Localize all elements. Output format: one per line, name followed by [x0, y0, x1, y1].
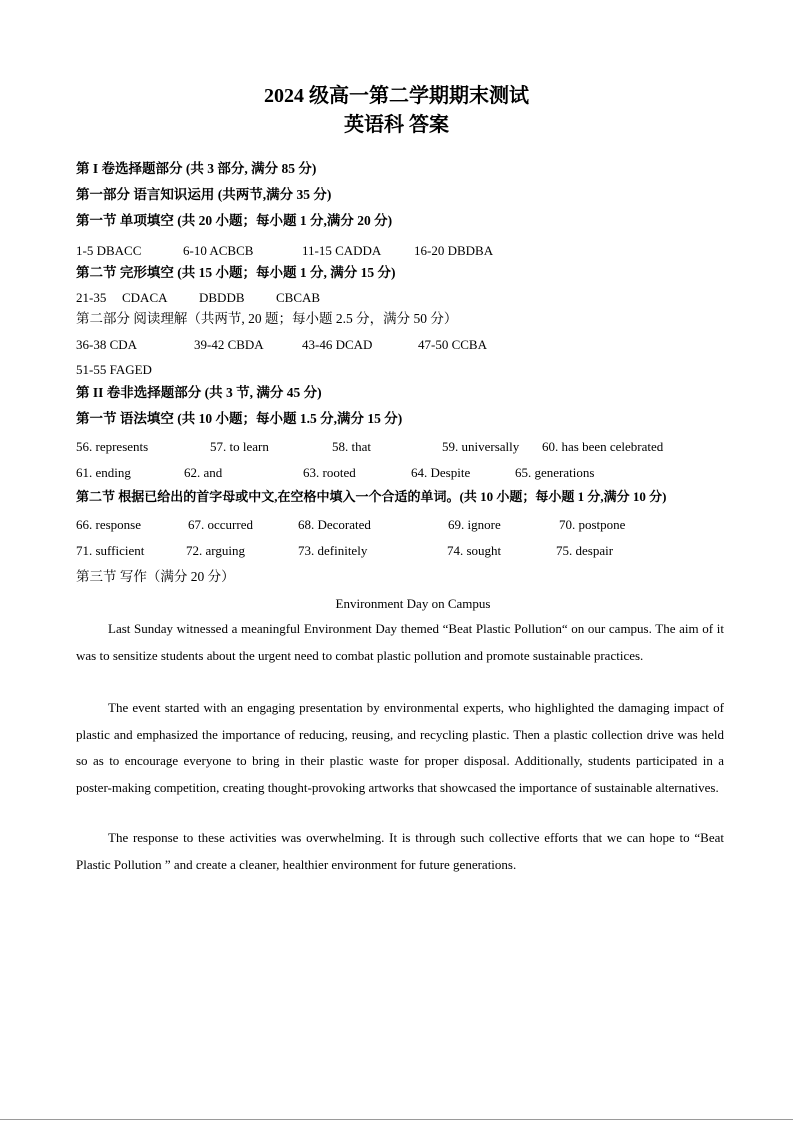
grammar-answer: 60. has been celebrated [542, 439, 664, 454]
grammar-answer: 61. ending [76, 465, 131, 480]
vocab-header: 第二节 根据已给出的首字母或中文,在空格中填入一个合适的单词。(共 10 小题；每小题 1 分,满分 10 分) [76, 489, 667, 504]
answer-group: 43-46 DCAD [302, 337, 373, 352]
answer-group: 51-55 FAGED [76, 362, 152, 377]
answer-group: 6-10 ACBCB [183, 243, 254, 258]
page-subtitle: 英语科 答案 [344, 114, 449, 136]
vocab-answer: 68. Decorated [298, 517, 371, 532]
grammar-answer: 63. rooted [303, 465, 356, 480]
section2-header: 第二节 完形填空 (共 15 小题；每小题 1 分, 满分 15 分) [76, 265, 396, 280]
answer-group: 36-38 CDA [76, 337, 138, 352]
grammar-answer: 56. represents [76, 439, 149, 454]
answer-group: 11-15 CADDA [302, 243, 382, 258]
vocab-answer: 71. sufficient [76, 543, 145, 558]
vocab-answer: 73. definitely [298, 543, 368, 558]
writing-header: 第三节 写作（满分 20 分） [76, 569, 235, 584]
answer-group: 47-50 CCBA [418, 337, 487, 352]
vocab-answer: 66. response [76, 517, 141, 532]
vocab-answer: 69. ignore [448, 517, 501, 532]
section1-header: 第一节 单项填空 (共 20 小题；每小题 1 分,满分 20 分) [76, 213, 393, 228]
answer-group: 1-5 DBACC [76, 243, 142, 258]
part1-header: 第 I 卷选择题部分 (共 3 部分, 满分 85 分) [76, 161, 317, 176]
page-title: 2024 级高一第二学期期末测试 [264, 85, 529, 107]
answer-group: 16-20 DBDBA [414, 243, 494, 258]
grammar-answer: 57. to learn [210, 439, 269, 454]
grammar-answer: 65. generations [515, 465, 595, 480]
essay-paragraph: The response to these activities was overwhelming. It is through such collective efforts that we can hope to “Beat Plastic Pollution ” and create a cleaner, healthier environment for future generations. [76, 830, 724, 872]
grammar-answer: 62. and [184, 465, 223, 480]
grammar-header: 第一节 语法填空 (共 10 小题；每小题 1.5 分,满分 15 分) [76, 411, 403, 426]
answer-group: CBCAB [276, 290, 321, 305]
vocab-answer: 74. sought [447, 543, 502, 558]
part3-header: 第 II 卷非选择题部分 (共 3 节, 满分 45 分) [76, 385, 322, 400]
essay-title: Environment Day on Campus [335, 596, 491, 611]
part1-subheader: 第一部分 语言知识运用 (共两节,满分 35 分) [76, 187, 332, 202]
vocab-answer: 72. arguing [186, 543, 245, 558]
vocab-answer: 75. despair [556, 543, 614, 558]
vocab-answer: 67. occurred [188, 517, 253, 532]
vocab-answer: 70. postpone [559, 517, 626, 532]
grammar-answer: 58. that [332, 439, 371, 454]
answer-group: CDACA [122, 290, 168, 305]
answer-group: DBDDB [199, 290, 245, 305]
part2-header: 第二部分 阅读理解（共两节, 20 题；每小题 2.5 分，满分 50 分） [76, 311, 458, 326]
grammar-answer: 64. Despite [411, 465, 471, 480]
page-bottom-rule [0, 1119, 793, 1120]
answer-group: 21-35 [76, 290, 107, 305]
essay-paragraph: The event started with an engaging presentation by environmental experts, who highlighted the damaging impact of plastic and emphasized the importance of reducing, reusing, and recycling plastic. Then a plastic collection drive was held so as to encourage everyone to bring in their plastic waste for proper disposal. Additionally, students participated in a poster-making competition, creating thought-provoking artworks that showcased the importance of sustainable alternatives. [76, 700, 724, 795]
essay-paragraph: Last Sunday witnessed a meaningful Environment Day themed “Beat Plastic Pollution“ on our campus. The aim of it was to sensitize students about the urgent need to combat plastic pollution and promote sustainable practices. [76, 621, 724, 663]
grammar-answer: 59. universally [442, 439, 520, 454]
answer-group: 39-42 CBDA [194, 337, 264, 352]
